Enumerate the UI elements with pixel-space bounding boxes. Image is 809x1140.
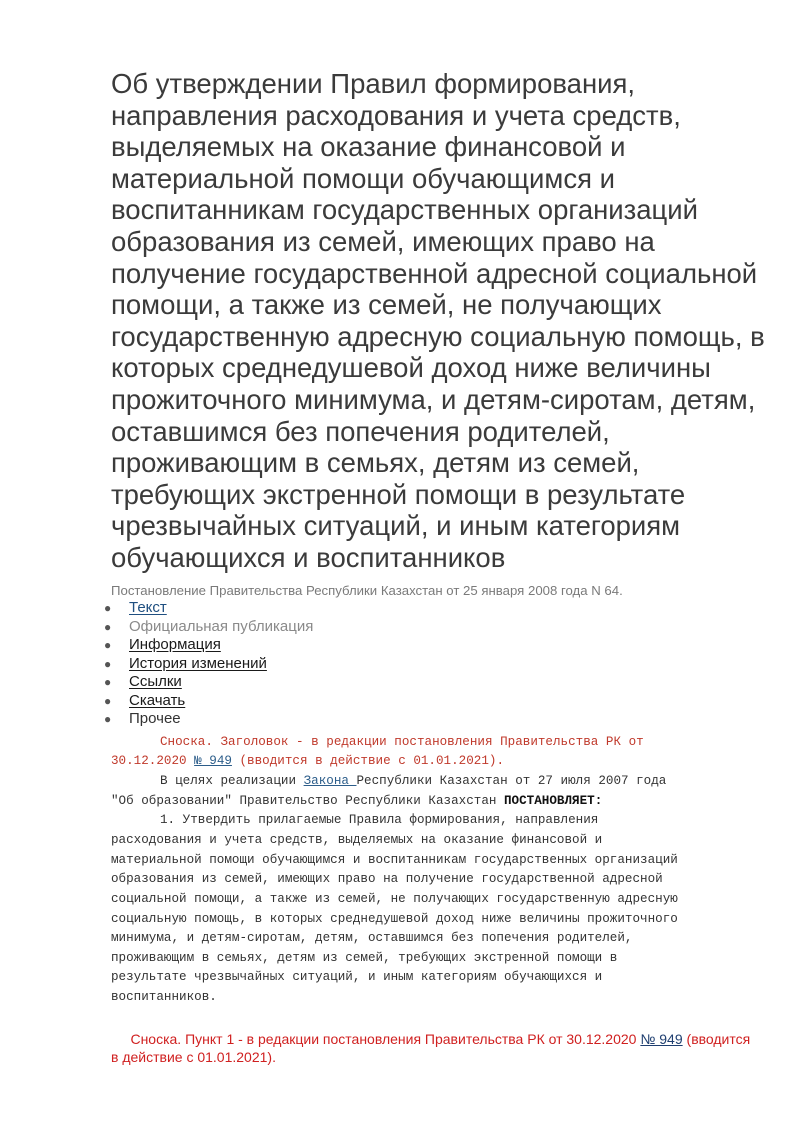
note-title-line1: Сноска. Заголовок - в редакции постановления Правительства РК от <box>160 735 644 749</box>
bullet-icon: ● <box>104 601 112 615</box>
bullet-icon: ● <box>104 656 112 671</box>
bullet-icon: ● <box>104 693 112 708</box>
note-title-date: 30.12.2020 <box>111 754 195 768</box>
bullet-icon: ● <box>104 712 112 726</box>
menu-link-links[interactable]: Ссылки <box>129 673 182 690</box>
preamble-law-name: "Об образовании" Правительство Республики Казахстан <box>111 794 504 808</box>
menu-link-text[interactable]: Текст <box>129 599 167 616</box>
menu-item-download[interactable] <box>100 692 313 711</box>
menu-item-information[interactable] <box>100 636 313 655</box>
preamble-decree-word: ПОСТАНОВЛЯЕТ: <box>504 794 603 808</box>
menu-label-official-publication: Официальная публикация <box>129 617 314 635</box>
bullet-icon: ● <box>104 619 112 634</box>
footnote-prefix: Сноска. Пункт 1 - в редакции постановления Правительства РК от 30.12.2020 <box>130 1031 641 1047</box>
point1-line: минимума, и детям-сиротам, детям, оставшимся без попечения родителей, <box>111 931 633 945</box>
menu-item-text[interactable] <box>100 599 313 618</box>
law-link[interactable]: Закона <box>303 774 357 788</box>
preamble-line1 <box>160 772 666 792</box>
preamble-line2 <box>111 792 602 812</box>
menu-item-other <box>100 710 313 729</box>
note-title-link[interactable]: № 949 <box>194 754 232 768</box>
point1-line: социальную помощь, в которых среднедушевой доход ниже величины прожиточного <box>111 912 678 926</box>
point1-line: 1. Утвердить прилагаемые Правила формирования, направления <box>160 813 599 827</box>
point1-line: расходования и учета средств, выделяемых на оказание финансовой и <box>111 833 603 847</box>
point1-line: проживающим в семьях, детям из семей, требующих экстренной помощи в <box>111 951 618 965</box>
preamble-prefix: В целях реализации <box>160 774 304 788</box>
menu-item-links[interactable] <box>100 673 313 692</box>
point1-line: воспитанников. <box>111 990 217 1004</box>
point1-line: социальной помощи, а также из семей, не получающих государственную адресную <box>111 892 678 906</box>
document-subtitle: Постановление Правительства Республики Казахстан от 25 января 2008 года N 64. <box>111 583 623 598</box>
point1-line: материальной помощи обучающимся и воспитанникам государственных организаций <box>111 853 678 867</box>
document-tabs-menu <box>100 599 313 729</box>
bullet-icon: ● <box>104 675 112 689</box>
footnote-link[interactable]: № 949 <box>640 1031 683 1047</box>
point1-line: результате чрезвычайных ситуаций, и иным категориям обучающихся и <box>111 970 603 984</box>
footnote-suffix: (вводится в действие с 01.01.2021). <box>111 1031 751 1065</box>
menu-label-other: Прочее <box>129 710 181 727</box>
menu-item-official-publication <box>100 618 313 637</box>
menu-link-information[interactable]: Информация <box>129 636 221 653</box>
menu-link-history[interactable]: История изменений <box>129 654 267 672</box>
menu-link-download[interactable]: Скачать <box>129 691 186 709</box>
document-title: Об утверждении Правил формирования, направления расходования и учета средств, выделяемых на оказание финансовой и материальной помощи обучающимся и воспитанникам государственных организаций образования из семей, имеющих право на получение государственной адресной социальной помощи, а также из семей, не получающих государственную адресную социальную помощь, в которых среднедушевой доход ниже величины прожиточного минимума, и детям-сиротам, детям, оставшимся без попечения родителей, проживающим в семьях, детям из семей, требующих экстренной помощи в результате чрезвычайных ситуаций, и иным категориям обучающихся и воспитанников <box>111 68 765 573</box>
preamble-suffix: Республики Казахстан от 27 июля 2007 года <box>356 774 667 788</box>
note-title-effective: (вводится в действие с 01.01.2021). <box>231 754 505 768</box>
point1-line: образования из семей, имеющих право на получение государственной адресной <box>111 872 663 886</box>
menu-item-history[interactable] <box>100 655 313 674</box>
footnote-point1 <box>111 1030 761 1066</box>
bullet-icon: ● <box>104 638 112 652</box>
note-title-line2 <box>111 752 504 772</box>
